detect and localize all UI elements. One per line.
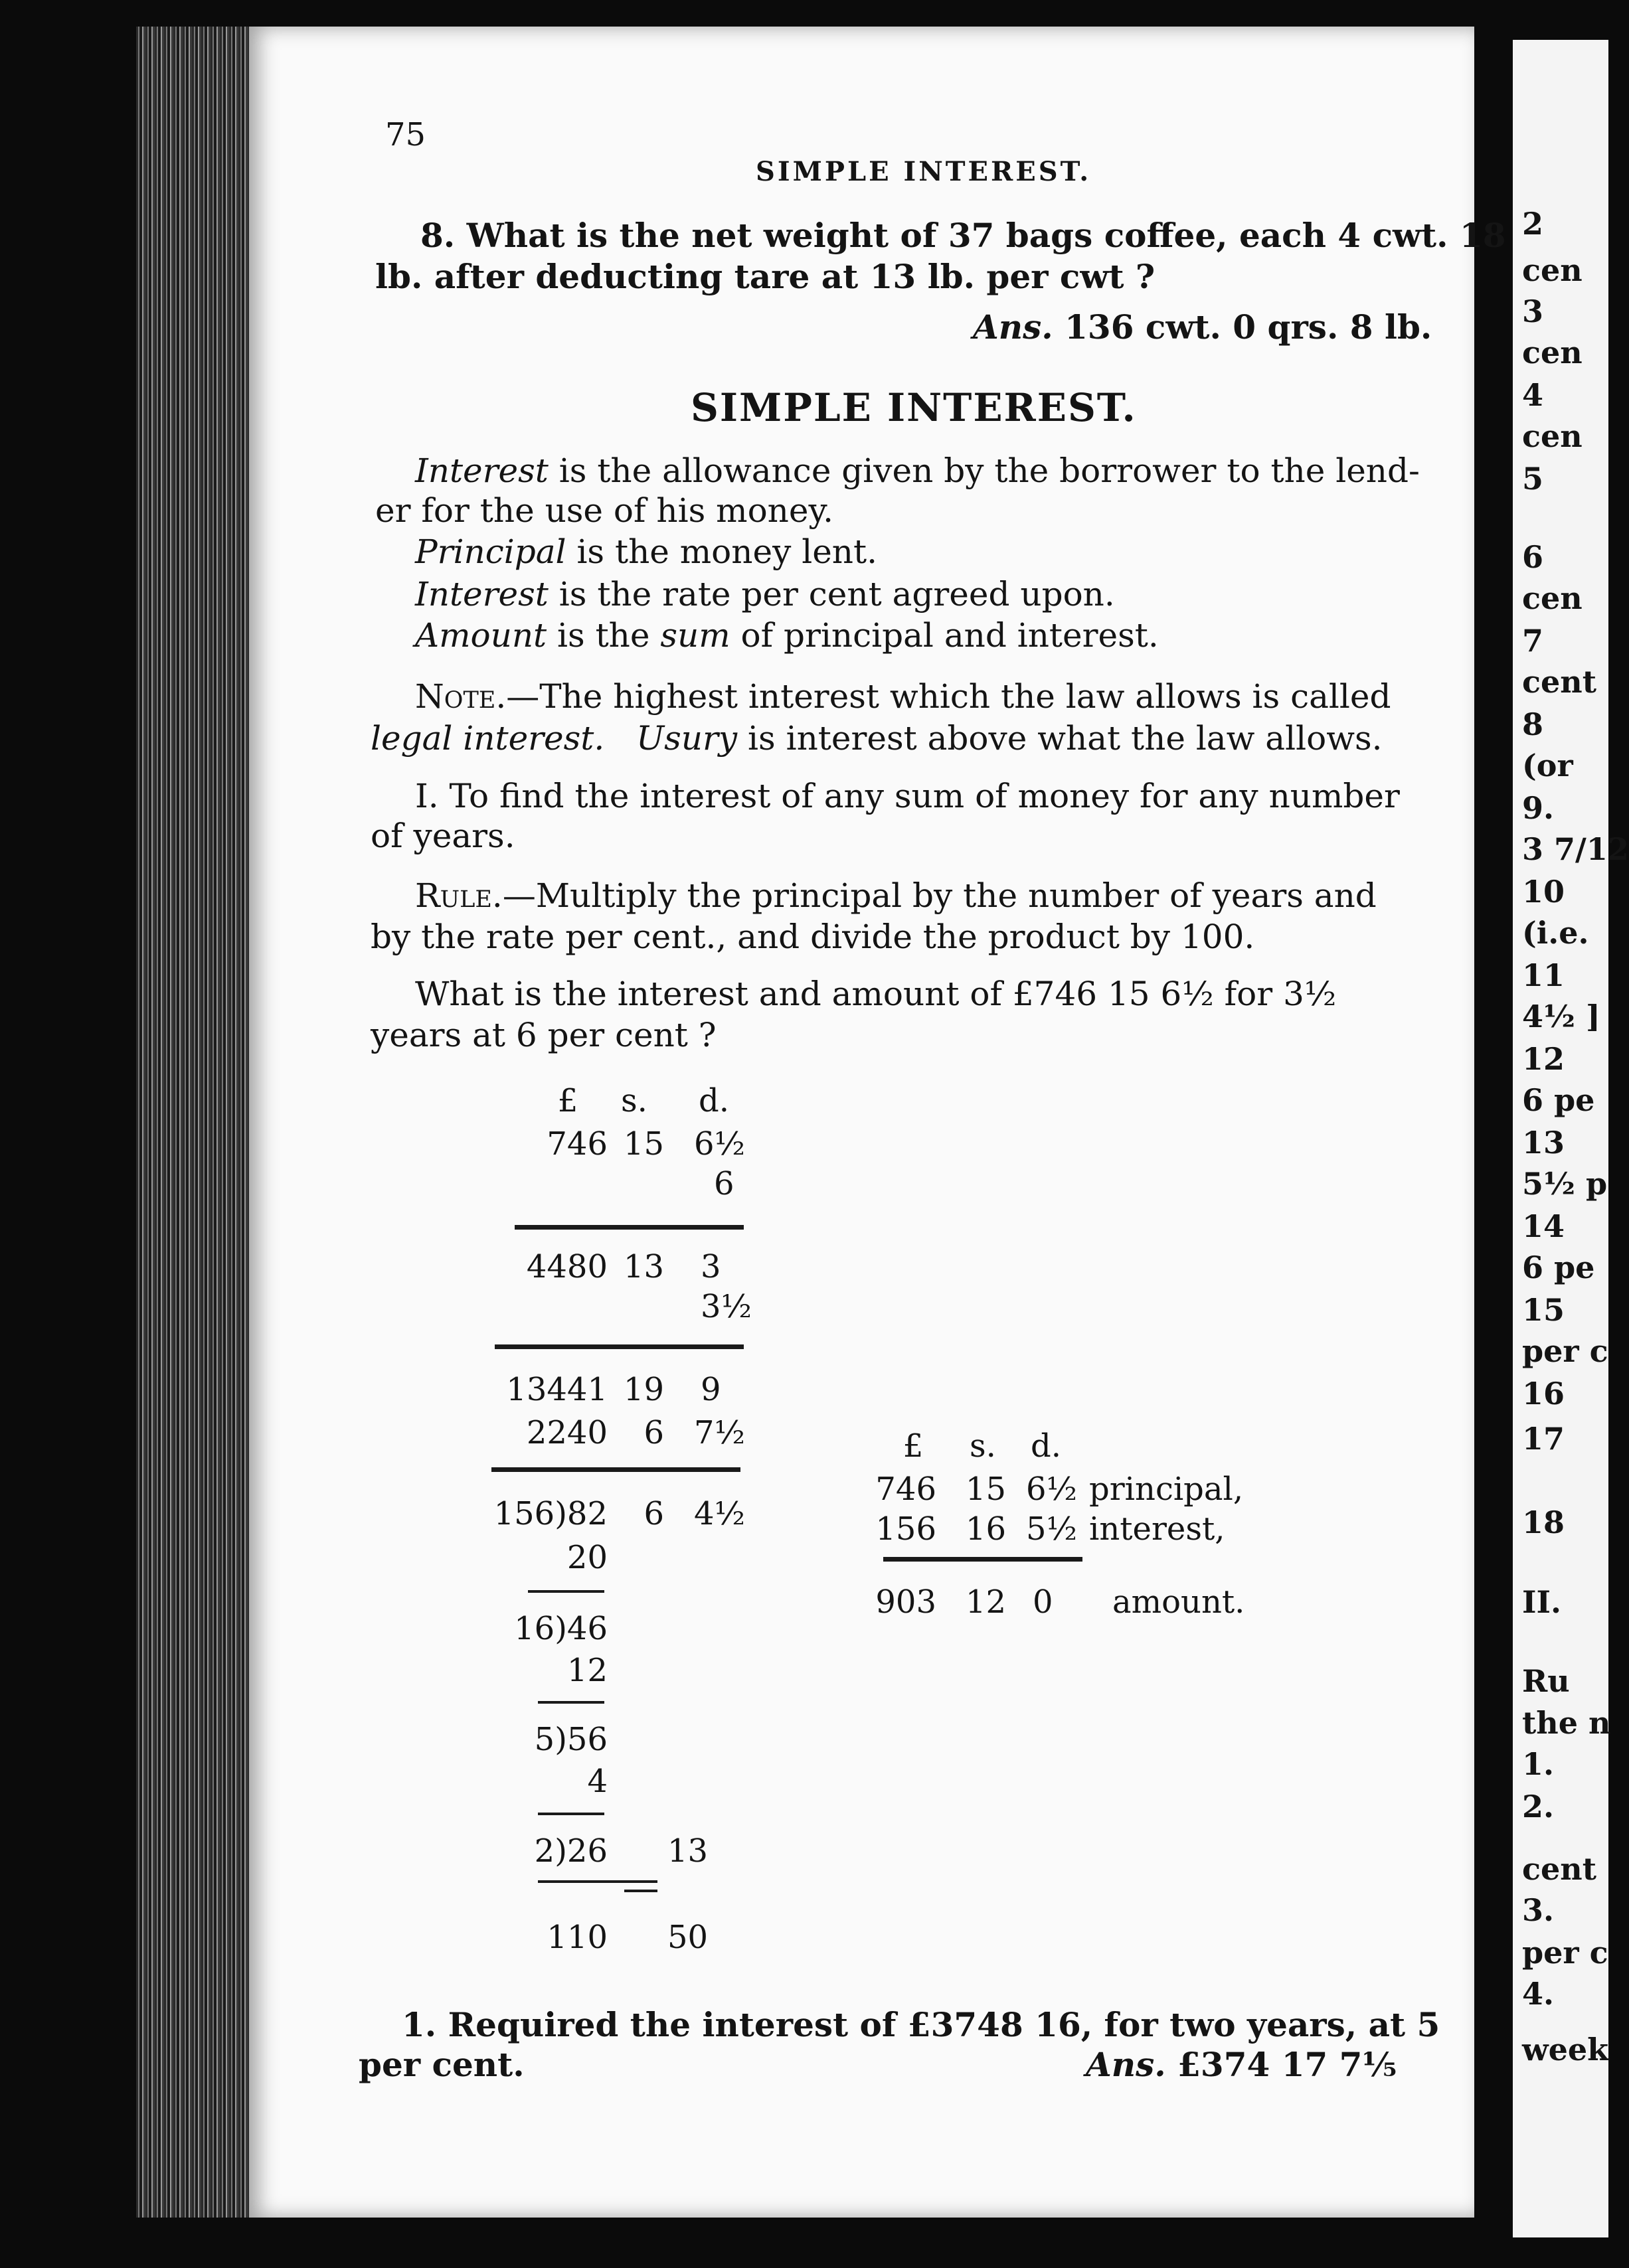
adjacent-fragment: per c [1522, 1935, 1608, 1971]
adjacent-fragment: 15 [1522, 1292, 1565, 1328]
work-cell: 13441 [506, 1371, 608, 1408]
adjacent-fragment: 14 [1522, 1208, 1565, 1244]
work-cell: 6 [643, 1495, 664, 1532]
adjacent-fragment: the n [1522, 1705, 1611, 1741]
adjacent-fragment: cent [1522, 1851, 1596, 1887]
work-rule [538, 1813, 604, 1815]
work-cell: 6 [643, 1414, 664, 1451]
work-cell: 3 [701, 1248, 721, 1285]
section-heading: SIMPLE INTEREST. [691, 385, 1137, 430]
running-title: SIMPLE INTEREST. [756, 156, 1092, 187]
definition-principal: Principal is the money lent. [415, 532, 877, 571]
work-cell: 746 [547, 1125, 608, 1163]
work-cell: 19 [623, 1371, 664, 1408]
result-cell: 746 [875, 1471, 936, 1508]
work-cell: 5)56 [534, 1721, 608, 1758]
result-header-pence: d. [1031, 1427, 1061, 1465]
question-1-line-1: 1. Required the interest of £3748 16, for two years, at 5 [402, 2005, 1440, 2044]
work-cell: 9 [701, 1371, 721, 1408]
adjacent-fragment: 4 [1522, 377, 1544, 413]
answer-label: Ans. [973, 307, 1053, 347]
example-line-1: What is the interest and amount of £746 15 6½ for 3½ [415, 975, 1337, 1013]
answer-value: 136 cwt. 0 qrs. 8 lb. [1065, 307, 1432, 347]
answer-label: Ans. [1086, 2045, 1166, 2084]
adjacent-fragment: 6 pe [1522, 1082, 1595, 1118]
work-cell: 4 [587, 1763, 608, 1800]
work-rule [538, 1880, 657, 1883]
work-cell: 13 [623, 1248, 664, 1285]
work-cell: 110 [547, 1919, 608, 1956]
result-cell: 903 [875, 1583, 936, 1621]
rule-label: Rule. [415, 876, 503, 915]
work-cell: 12 [566, 1652, 608, 1689]
result-cell: 15 [965, 1471, 1006, 1508]
result-cell: 5½ [1026, 1510, 1078, 1548]
adjacent-fragment: 5 [1522, 461, 1544, 497]
book-gutter [136, 27, 249, 2218]
question-8-line-2: lb. after deducting tare at 13 lb. per cwt ? [375, 257, 1156, 296]
result-cell: 12 [965, 1583, 1006, 1621]
adjacent-fragment: 16 [1522, 1376, 1565, 1412]
note-line-1: Note.—The highest interest which the law allows is called [415, 677, 1391, 716]
adjacent-fragment: 4½ ] [1522, 999, 1600, 1034]
adjacent-fragment: II. [1522, 1584, 1562, 1620]
result-label: interest, [1089, 1510, 1225, 1548]
work-cell: 6½ [694, 1125, 746, 1163]
adjacent-fragment: 3. [1522, 1892, 1555, 1928]
result-cell: 0 [1033, 1583, 1053, 1621]
work-header-shillings: s. [621, 1082, 647, 1119]
work-cell: 4½ [694, 1495, 746, 1532]
work-cell: 2240 [526, 1414, 608, 1451]
work-cell: 13 [667, 1832, 709, 1870]
book-page [249, 27, 1506, 2218]
result-rule [883, 1557, 1082, 1562]
adjacent-fragment: per c [1522, 1333, 1608, 1369]
work-cell: 16)46 [514, 1610, 608, 1647]
work-rule [515, 1225, 744, 1230]
adjacent-fragment: 9. [1522, 790, 1555, 826]
question-8-answer [973, 307, 1432, 347]
definition-rate: Interest is the rate per cent agreed upon. [415, 575, 1115, 613]
work-rule [528, 1590, 604, 1593]
adjacent-fragment: 3 7/12 [1522, 831, 1629, 867]
work-cell: 15 [623, 1125, 664, 1163]
work-rule [538, 1701, 604, 1704]
adjacent-fragment: 12 [1522, 1041, 1565, 1077]
result-cell: 6½ [1026, 1471, 1078, 1508]
adjacent-fragment: 8 [1522, 706, 1544, 742]
adjacent-fragment: 11 [1522, 957, 1565, 993]
work-cell: 4480 [526, 1248, 608, 1285]
definition-interest: Interest is the allowance given by the borrower to the lend- [415, 451, 1420, 490]
case-one-line-1: I. To find the interest of any sum of money for any number [415, 777, 1400, 815]
adjacent-fragment: cen [1522, 252, 1583, 288]
note-label: Note. [415, 677, 507, 716]
result-cell: 16 [965, 1510, 1006, 1548]
adjacent-fragment: (or [1522, 748, 1573, 783]
page-number: 75 [385, 116, 426, 153]
adjacent-fragment: 6 [1522, 539, 1544, 575]
work-rule [495, 1344, 744, 1349]
definition-interest-cont: er for the use of his money. [375, 491, 833, 530]
adjacent-fragment: 7 [1522, 623, 1544, 659]
adjacent-fragment: Ru [1522, 1663, 1570, 1699]
adjacent-fragment: 4. [1522, 1976, 1555, 2012]
work-multiplier: 3½ [701, 1288, 752, 1325]
work-header-pence: d. [699, 1082, 729, 1119]
adjacent-fragment: 13 [1522, 1125, 1565, 1161]
result-header-shillings: s. [970, 1427, 996, 1465]
work-cell: 7½ [694, 1414, 746, 1451]
rule-line-1: Rule.—Multiply the principal by the number of years and [415, 876, 1377, 915]
work-cell: 156)82 [493, 1495, 608, 1532]
work-cell: 20 [566, 1539, 608, 1576]
adjacent-fragment: week [1522, 2032, 1609, 2067]
result-cell: 156 [875, 1510, 936, 1548]
work-rule [491, 1467, 740, 1472]
question-8-line-1: 8. What is the net weight of 37 bags coffee, each 4 cwt. 18 [420, 216, 1506, 255]
adjacent-fragment: 3 [1522, 293, 1544, 329]
result-label: amount. [1112, 1583, 1245, 1621]
adjacent-fragment: cen [1522, 418, 1583, 454]
adjacent-fragment: 1. [1522, 1746, 1555, 1782]
example-line-2: years at 6 per cent ? [371, 1016, 717, 1054]
adjacent-fragment: 18 [1522, 1504, 1565, 1540]
work-multiplier: 6 [714, 1165, 734, 1202]
rule-line-2: by the rate per cent., and divide the product by 100. [371, 918, 1255, 956]
question-1-line-2: per cent. [359, 2045, 525, 2084]
adjacent-fragment: cent [1522, 664, 1596, 700]
question-1-answer [1086, 2045, 1397, 2084]
result-header-pounds: £ [902, 1427, 924, 1465]
result-label: principal, [1089, 1471, 1244, 1508]
adjacent-fragment: cen [1522, 335, 1583, 370]
adjacent-fragment: 10 [1522, 874, 1565, 910]
adjacent-fragment: (i.e. [1522, 915, 1589, 951]
work-header-pounds: £ [557, 1082, 578, 1119]
adjacent-fragment: 6 pe [1522, 1250, 1595, 1285]
work-cell: 50 [667, 1919, 709, 1956]
adjacent-fragment: 2. [1522, 1789, 1555, 1824]
adjacent-fragment: cen [1522, 580, 1583, 616]
adjacent-fragment: 2 [1522, 206, 1544, 242]
case-one-line-2: of years. [371, 817, 515, 855]
answer-value: £374 17 7⅕ [1177, 2045, 1397, 2084]
work-rule [624, 1890, 657, 1892]
work-cell: 2)26 [534, 1832, 608, 1870]
note-line-2: legal interest. Usury is interest above what the law allows. [371, 719, 1383, 758]
adjacent-fragment: 17 [1522, 1421, 1565, 1457]
adjacent-fragment: 5½ p [1522, 1166, 1608, 1202]
adjacent-page [1513, 40, 1629, 2237]
definition-amount: Amount is the sum of principal and interest. [415, 616, 1159, 655]
